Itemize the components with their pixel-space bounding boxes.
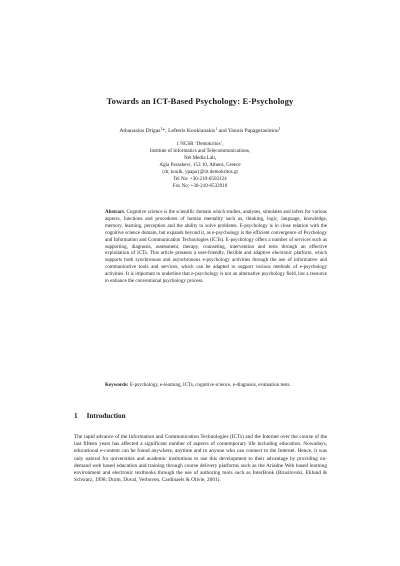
affiliation-line: Agia Paraskevi, 153 10, Athens, Greece — [159, 162, 241, 168]
affiliation-block — [0, 141, 400, 190]
author-affiliation-mark: 1 — [215, 126, 218, 131]
author-separator: and — [217, 128, 228, 134]
affiliation-line: Net Media Lab, — [183, 155, 217, 161]
affiliation-line: 1 NCSR ‘Demokritos’, — [176, 141, 224, 147]
keywords-label: Keywords: — [105, 382, 129, 388]
author-affiliation-mark: 1 — [278, 126, 281, 131]
author-name: Athanasios Drigas — [119, 128, 161, 134]
author-affiliation-mark: 1 — [160, 126, 163, 131]
section-body-text: The rapid advance of the Information and Communication Technologies (ICTs) and the Internet over the course of the last fifteen years has affected a significant number of aspects of contemporary life including education. Nowadays, educational e-content can be found anywhere, anytime and to anyone who can connect to the Internet. Hence, it was only natural for universities and academic institutions to use this development to their advantage by providing on-demand web based education and training through course delivery platforms such as the Ariadne Web based learning environment and electronic textbooks through the use of authoring tools such as InterBook (Brusilovski, Eklund & Schwarz, 1998; Durm, Duval, Verboven, Cardinaels & Olivie, 2001). — [74, 434, 327, 484]
author-name: Yannis Papagerasimou — [227, 128, 279, 134]
section-title: Introduction — [86, 412, 126, 420]
keywords-block — [105, 382, 327, 389]
affiliation-fax: Fax No: +30-210-6532910 — [172, 183, 228, 189]
section-heading — [74, 412, 126, 420]
affiliation-line: Institute of Informatics and Telecommunications, — [149, 148, 251, 154]
affiliation-email: {dr, koulk, ypapa}@iit.demokritos.gr — [161, 169, 239, 175]
affiliation-phone: Tel No: +30-210-6503124 — [173, 176, 227, 182]
author-name: Lefteris Koukianakis — [168, 128, 216, 134]
keywords-text: E-psychology, e-learning, ICTs, cognitive science, e-diagnosis, evaluation tests. — [129, 382, 291, 388]
paper-title: Towards an ICT-Based Psychology: E-Psychology — [106, 96, 294, 106]
abstract-text: Cognitive science is the scientific domain which studies, analyses, simulates and infers for various aspects, functions and procedures of human mentality such as, thinking, logic, language, knowledge, memory, learning, perception and the ability to solve problems. E-psychology is in close relation with the cognitive science domain, but expands beyond it, as e-psychology is the efficient convergence of Psychology and Information and Communication Technologies (ICTs). E-psychology offers a number of services such as supporting, diagnosis, assessment, therapy, counseling, intervention and tests through an effective exploitation of ICTs. This article presents a user-friendly, flexible and adaptive electronic platform, which supports both synchronous and asynchronous e-psychology activities through the use of informative and communicative tools and services, which can be adapted to support various methods of e-psychology activities. It is important to underline that e-psychology is not an alternative psychology field, but a resource to enhance the conventional psychology process. — [105, 209, 327, 285]
corresponding-author-mark: *, — [162, 128, 169, 134]
abstract-block — [105, 209, 327, 285]
section-number: 1 — [74, 412, 78, 420]
author-list — [0, 126, 400, 134]
abstract-label: Abstract. — [105, 209, 126, 215]
